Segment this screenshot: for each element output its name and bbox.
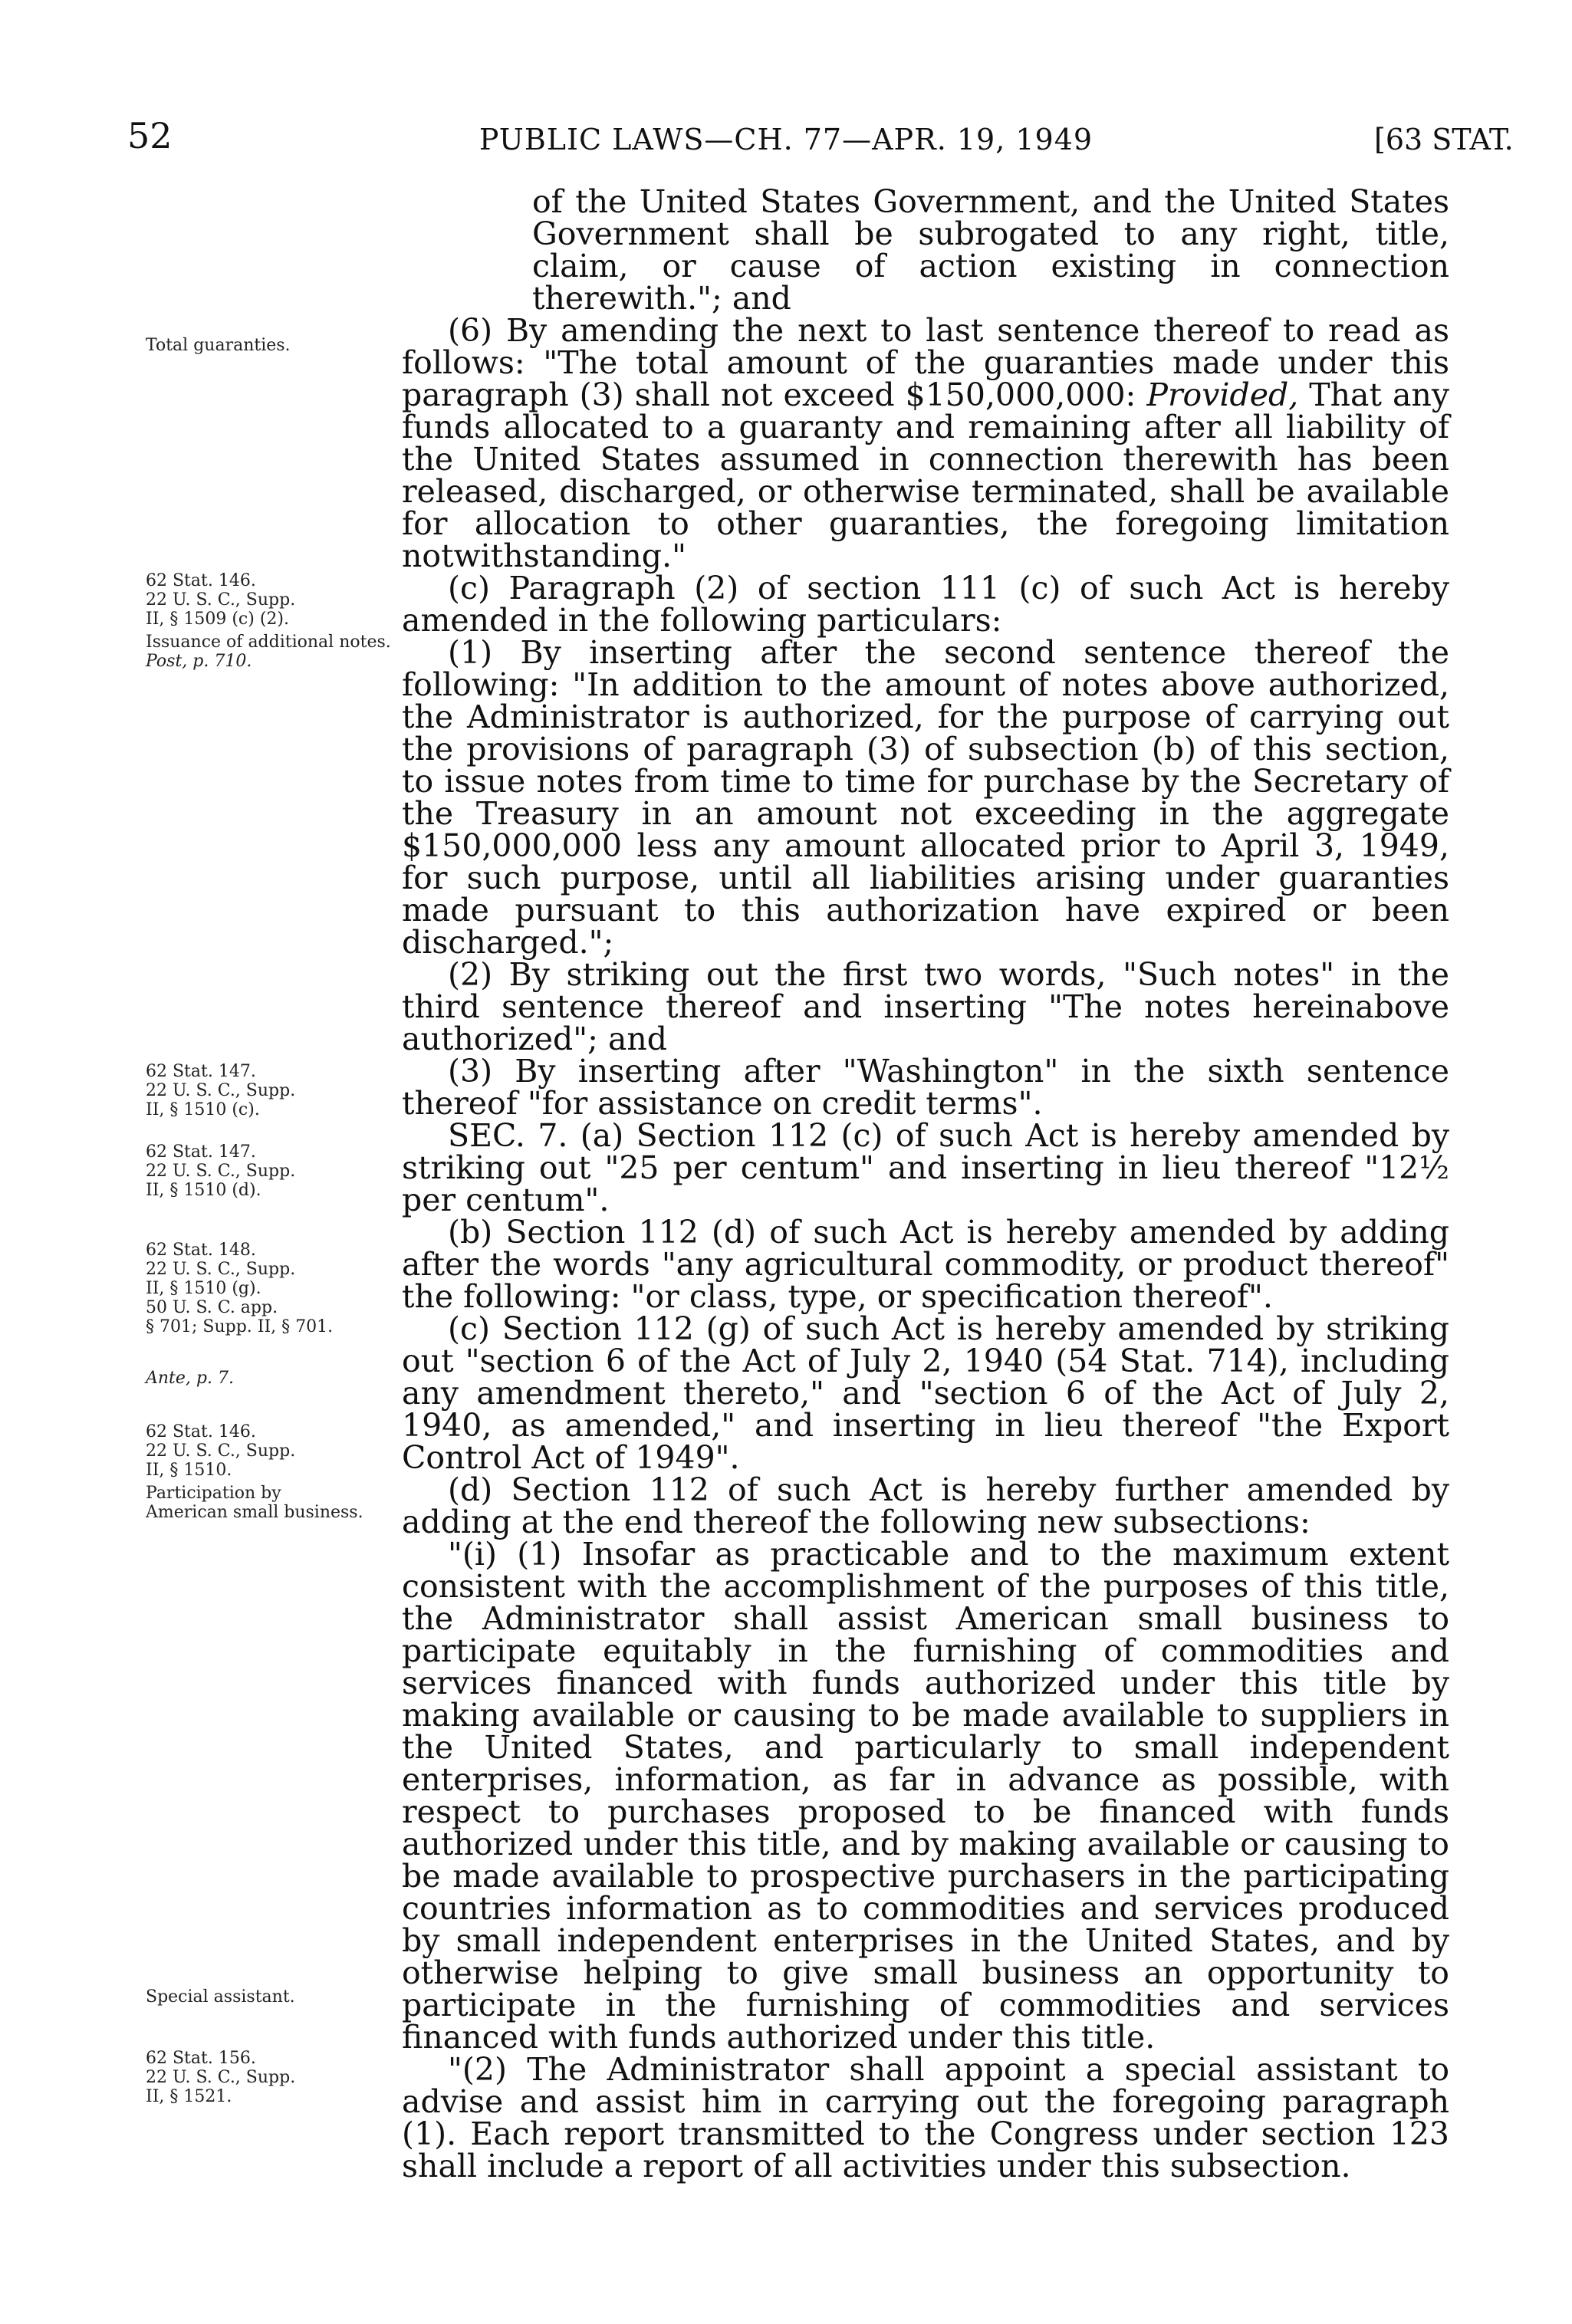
- sidenote-line: 22 U. S. C., Supp.: [146, 1260, 296, 1279]
- sidenote-line: 22 U. S. C., Supp.: [146, 2068, 296, 2087]
- section-7-a: SEC. 7. (a) Section 112 (c) of such Act is hereby amended by striking out "25 per centum" and inserting in lieu thereof "12½ per centum".: [402, 1117, 1449, 1218]
- section-7-b: (b) Section 112 (d) of such Act is hereby amended by adding after the words "any agricultural commodity, or product thereof" the following: "or class, type, or specification thereof".: [402, 1214, 1449, 1315]
- sidenote-line: § 701; Supp. II, § 701.: [146, 1317, 334, 1336]
- subsection-i-1: "(i) (1) Insofar as practicable and to the maximum extent consistent with the accomplishment of the purposes of this title, the Administrator shall assist American small business to participate equitably in the furnishing of commodities and services financed with funds authorized under this title by making available or causing to be made available to suppliers in the United States, and particularly to small independent enterprises, information, as far in advance as possible, with respect to purchases proposed to be financed with funds authorized under this title, and by making available or causing to be made available to prospective purchasers in the participating countries information as to commodities and services produced by small independent enterprises in the United States, and by otherwise helping to give small business an opportunity to participate in the furnishing of commodities and services financed with funds authorized under this title.: [402, 1536, 1449, 2056]
- sidenote-line: 62 Stat. 147.: [146, 1142, 256, 1162]
- sidenote-issuance-notes: [146, 633, 391, 671]
- sidenote-line: II, § 1509 (c) (2).: [146, 610, 289, 629]
- sidenote-special-assistant: [146, 1987, 391, 2007]
- page-number: 52: [127, 115, 173, 156]
- sidenote-line: 62 Stat. 156.: [146, 2049, 256, 2068]
- sidenote-62-stat-146-b: [146, 1422, 391, 1480]
- sidenote-line: II, § 1510 (g).: [146, 1279, 261, 1298]
- sidenote-62-stat-146: [146, 571, 391, 629]
- sidenote-line: 62 Stat. 146.: [146, 571, 256, 590]
- sidenote-line: II, § 1510.: [146, 1461, 232, 1480]
- paragraph-continuation: of the United States Government, and the United States Government shall be subrogated to any right, title, claim, or cause of action existing in connection therewith."; and: [532, 183, 1449, 317]
- section-7-c: (c) Section 112 (g) of such Act is hereby amended by striking out "section 6 of the Act of July 2, 1940 (54 Stat. 714), including any amendment thereto," and "section 6 of the Act of July 2, 1940, as amended," and inserting in lieu thereof "the Export Control Act of 1949".: [402, 1310, 1449, 1476]
- sidenote-line: Ante, p. 7.: [146, 1369, 234, 1388]
- sidenote-line: Participation by American small business.: [146, 1484, 363, 1522]
- sidenote-line: 22 U. S. C., Supp.: [146, 1162, 296, 1181]
- paragraph-c-3: (3) By inserting after "Washington" in the sixth sentence thereof "for assistance on credit terms".: [402, 1053, 1449, 1122]
- paragraph-c: (c) Paragraph (2) of section 111 (c) of such Act is hereby amended in the following particulars:: [402, 570, 1449, 639]
- body-text: [402, 183, 1450, 2184]
- sidenote-small-business: [146, 1484, 368, 1522]
- sidenote-line: 50 U. S. C. app.: [146, 1298, 278, 1317]
- sidenote-post-reference: Post, p. 710.: [146, 652, 252, 671]
- sidenote-line: 22 U. S. C., Supp.: [146, 1441, 296, 1461]
- sidenote-line: Total guaranties.: [146, 336, 291, 355]
- sidenote-line: Special assistant.: [146, 1987, 295, 2007]
- sidenote-62-stat-147-d: [146, 1142, 391, 1200]
- provided-term: Provided,: [1146, 376, 1299, 413]
- paragraph-c-1: (1) By inserting after the second sentence thereof the following: "In addition to the amount of notes above authorized, the Administrator is authorized, for the purpose of carrying out the provisions of paragraph (3) of subsection (b) of this section, to issue notes from time to time for purchase by the Secretary of the Treasury in an amount not exceeding in the aggregate $150,000,000 less any amount allocated prior to April 3, 1949, for such purpose, until all liabilities arising under guaranties made pursuant to this authorization have expired or been discharged.";: [402, 634, 1449, 961]
- sidenote-line: 22 U. S. C., Supp.: [146, 590, 296, 610]
- subsection-i-2: "(2) The Administrator shall appoint a special assistant to advise and assist him in carrying out the foregoing paragraph (1). Each report transmitted to the Congress under section 123 shall include a report of all activities under this subsection.: [402, 2051, 1449, 2184]
- statute-reference: [63 STAT.: [1374, 123, 1514, 156]
- sidenote-62-stat-148: [146, 1241, 391, 1336]
- sidenote-line: 22 U. S. C., Supp.: [146, 1081, 296, 1100]
- sidenote-line: II, § 1510 (d).: [146, 1181, 261, 1200]
- sidenote-line: II, § 1521.: [146, 2087, 232, 2106]
- sidenote-total-guaranties: [146, 336, 391, 355]
- sidenote-line: Issuance of additional notes.: [146, 633, 391, 652]
- sidenote-62-stat-156: [146, 2049, 391, 2106]
- paragraph-text: That any funds allocated to a guaranty and remaining after all liability of the United States assumed in connection therewith has been released, discharged, or otherwise terminated, shall be available for allocation to other guaranties, the foregoing limitation notwithstanding.": [402, 376, 1450, 574]
- running-head: PUBLIC LAWS—CH. 77—APR. 19, 1949: [479, 123, 1093, 156]
- paragraph-6: [402, 314, 1449, 572]
- sidenote-line: 62 Stat. 147.: [146, 1062, 256, 1081]
- sidenote-line: 62 Stat. 146.: [146, 1422, 256, 1441]
- paragraph-text: (6) By amending the next to last sentence thereof to read as follows: "The total amount of the guaranties made under this paragraph (3) shall not exceed $150,000,000:: [402, 312, 1449, 413]
- sidenote-ante: [146, 1369, 391, 1388]
- sidenote-line: II, § 1510 (c).: [146, 1100, 260, 1119]
- section-7-d: (d) Section 112 of such Act is hereby further amended by adding at the end thereof the following new subsections:: [402, 1471, 1449, 1540]
- sidenote-62-stat-147-c: [146, 1062, 391, 1119]
- sidenote-line: 62 Stat. 148.: [146, 1241, 256, 1260]
- paragraph-c-2: (2) By striking out the first two words, "Such notes" in the third sentence thereof and inserting "The notes hereinabove authorized"; and: [402, 956, 1449, 1057]
